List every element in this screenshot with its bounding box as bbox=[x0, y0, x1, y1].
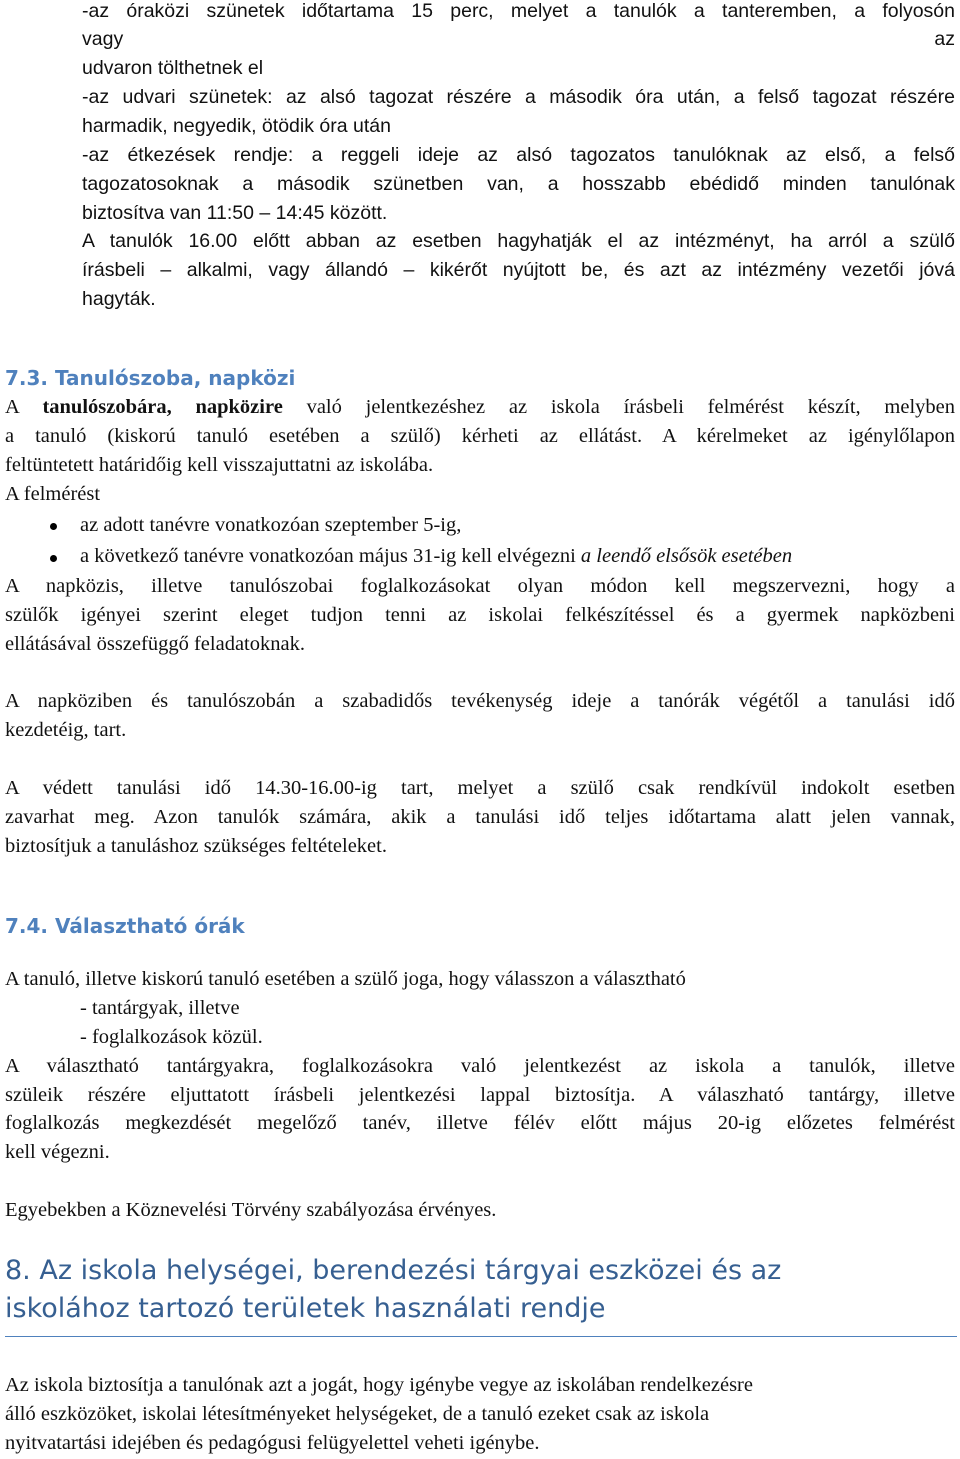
section-7-4-heading: 7.4. Választható órák bbox=[5, 914, 245, 938]
section-7-3-heading: 7.3. Tanulószoba, napközi bbox=[5, 366, 296, 390]
break-line-1: -az óraközi szünetek időtartama 15 perc, melyet a tanulók a tanteremben, a folyosón bbox=[82, 0, 955, 22]
heading-underline bbox=[5, 1336, 957, 1337]
break-line-4: -az udvari szünetek: az alsó tagozat részére a második óra után, a felső tagozat részére bbox=[82, 86, 955, 108]
bullet-item-2: a következő tanévre vonatkozóan május 31-ig kell elvégezni a leendő elsősök esetében bbox=[80, 545, 793, 567]
napkozi-para-line-1: A napközis, illetve tanulószobai foglalkozásokat olyan módon kell megszervezni, hogy a bbox=[5, 575, 955, 597]
break-line-3: udvaron tölthetnek el bbox=[82, 57, 264, 79]
break-line-11: hagyták. bbox=[82, 288, 156, 310]
valaszthato-para-line-2: szüleik részére eljuttatott írásbeli jelentkezési lappal biztosítja. A válaszható tantárgy, illetve bbox=[5, 1084, 955, 1106]
section-7-4-item-2: - foglalkozások közül. bbox=[80, 1026, 263, 1048]
intro-bold-term: tanulószobára, napközire bbox=[42, 396, 283, 418]
section-7-3-intro: A tanulószobára, napközire való jelentkezéshez az iskola írásbeli felmérést készít, melyben bbox=[5, 396, 955, 418]
szabadido-para-line-2: kezdetéig, tart. bbox=[5, 719, 127, 741]
break-line-7: tagozatosoknak a második szünetben van, a hosszabb ebédidő minden tanulónak bbox=[82, 173, 955, 195]
bullet-icon bbox=[50, 555, 57, 562]
vedett-para-line-3: biztosítjuk a tanuláshoz szükséges feltételeket. bbox=[5, 835, 387, 857]
break-line-2a: vagy bbox=[82, 28, 124, 50]
break-line-10: írásbeli – alkalmi, vagy állandó – kikérőt nyújtott be, és azt az intézmény vezetői jóvá bbox=[82, 259, 955, 281]
section-8-para-line-3: nyitvatartási idejében és pedagógusi felügyelettel veheti igénybe. bbox=[5, 1432, 540, 1454]
napkozi-para-line-2: szülők igényei szerint eleget tudjon tenni az iskolai felkészítéssel és a gyermek napközbeni bbox=[5, 604, 955, 626]
bullet-icon bbox=[50, 523, 57, 530]
closing-note: Egyebekben a Köznevelési Törvény szabályozása érvényes. bbox=[5, 1199, 497, 1221]
section-8-para-line-2: álló eszközöket, iskolai létesítményeket helységeket, de a tanuló ezeket csak az iskola bbox=[5, 1403, 710, 1425]
valaszthato-para-line-4: kell végezni. bbox=[5, 1141, 110, 1163]
napkozi-para-line-3: ellátásával összefüggő feladatoknak. bbox=[5, 633, 305, 655]
section-7-4-item-1: - tantárgyak, illetve bbox=[80, 997, 240, 1019]
section-8-heading-line-1: 8. Az iskola helységei, berendezési tárgyai eszközei és az bbox=[5, 1255, 782, 1286]
break-line-6: -az étkezések rendje: a reggeli ideje az alsó tagozatos tanulóknak az első, a felső bbox=[82, 144, 955, 166]
break-line-8: biztosítva van 11:50 – 14:45 között. bbox=[82, 202, 388, 224]
section-7-3-line-2: a tanuló (kiskorú tanuló esetében a szülő) kérheti az ellátást. A kérelmeket az igénylőlapon bbox=[5, 425, 955, 447]
section-7-3-line-3: feltüntetett határidőig kell visszajuttatni az iskolába. bbox=[5, 454, 434, 476]
section-7-4-line-1: A tanuló, illetve kiskorú tanuló esetében a szülő joga, hogy válasszon a választható bbox=[5, 968, 686, 990]
break-line-5: harmadik, negyedik, ötödik óra után bbox=[82, 115, 391, 137]
break-line-9: A tanulók 16.00 előtt abban az esetben hagyhatják el az intézményt, ha arról a szülő bbox=[82, 230, 955, 252]
felmeres-label: A felmérést bbox=[5, 483, 101, 505]
section-8-heading-line-2: iskolához tartozó területek használati rendje bbox=[5, 1293, 606, 1324]
section-8-para-line-1: Az iskola biztosítja a tanulónak azt a jogát, hogy igénybe vegye az iskolában rendelkezésre bbox=[5, 1374, 753, 1396]
vedett-para-line-2: zavarhat meg. Azon tanulók számára, akik a tanulási idő teljes időtartama alatt jelen vannak, bbox=[5, 806, 955, 828]
valaszthato-para-line-1: A választható tantárgyakra, foglalkozásokra való jelentkezést az iskola a tanulók, illetve bbox=[5, 1055, 955, 1077]
valaszthato-para-line-3: foglalkozás megkezdését megelőző tanév, illetve félév előtt május 20-ig előzetes felmérést bbox=[5, 1112, 955, 1134]
vedett-para-line-1: A védett tanulási idő 14.30-16.00-ig tart, melyet a szülő csak rendkívül indokolt esetben bbox=[5, 777, 955, 799]
break-line-2b: az bbox=[934, 28, 955, 50]
bullet-item-1: az adott tanévre vonatkozóan szeptember 5-ig, bbox=[80, 514, 462, 536]
szabadido-para-line-1: A napköziben és tanulószobán a szabadidős tevékenység ideje a tanórák végétől a tanulási idő bbox=[5, 690, 955, 712]
